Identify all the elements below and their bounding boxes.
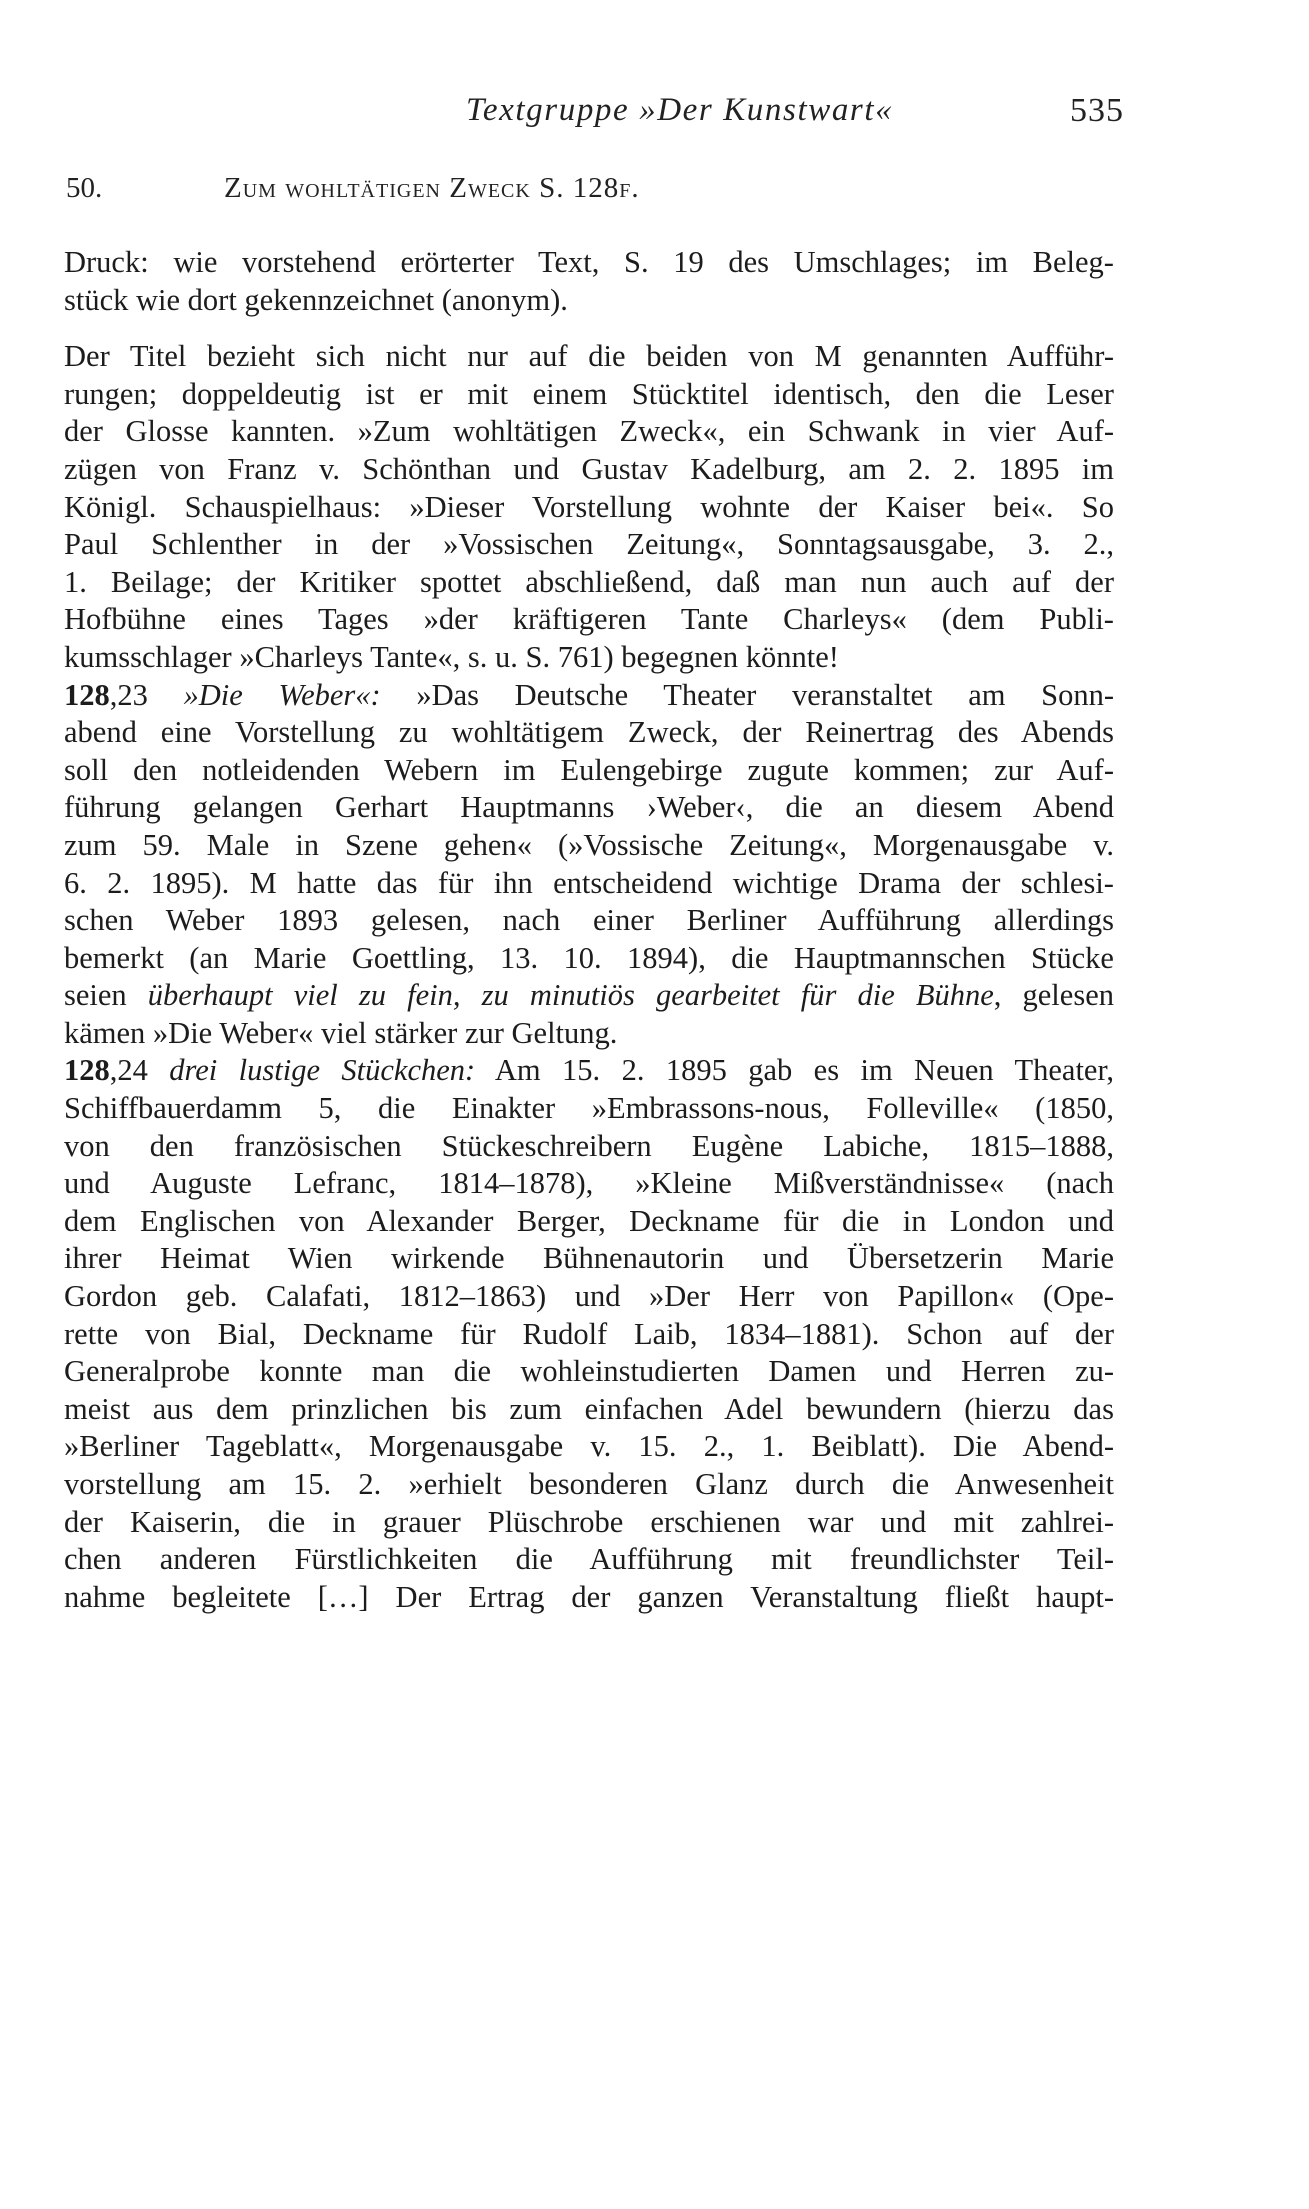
text-line: »Berliner Tageblatt«, Morgenausgabe v. 15. 2., 1. Beiblatt). Die Abend- — [64, 1429, 1115, 1464]
text-line: zügen von Franz v. Schönthan und Gustav Kadelburg, am 2. 2. 1895 im — [64, 451, 1114, 486]
title-note-paragraph — [64, 338, 1114, 676]
print-note-paragraph — [64, 244, 1114, 319]
line-reference: 128 — [64, 677, 110, 712]
text-line: schen Weber 1893 gelesen, nach einer Berliner Aufführung allerdings — [64, 903, 1115, 938]
running-title: Textgruppe »Der Kunstwart« — [466, 92, 894, 128]
text-line: stück wie dort gekennzeichnet (anonym). — [64, 282, 568, 317]
page-number: 535 — [1070, 92, 1124, 129]
text-line: dem Englischen von Alexander Berger, Deckname für die in London und — [64, 1203, 1114, 1238]
entry-number: 50. — [66, 172, 103, 204]
line-reference-sub: ,24 — [109, 1053, 148, 1088]
text-line: rungen; doppeldeutig ist er mit einem Stücktitel identisch, den die Leser — [64, 376, 1114, 411]
text-line: Der Titel bezieht sich nicht nur auf die beiden von M genannten Aufführ- — [64, 339, 1115, 374]
text-line: vorstellung am 15. 2. »erhielt besonderen Glanz durch die Anwesenheit — [64, 1467, 1115, 1501]
lemma-note-stueckchen — [64, 1052, 1114, 1616]
text-line: führung gelangen Gerhart Hauptmanns ›Weber‹, die an diesem Abend — [64, 790, 1115, 825]
lemma-note-weber — [64, 677, 1114, 1053]
text-line: 1. Beilage; der Kritiker spottet abschließend, daß man nun auch auf der — [64, 564, 1114, 599]
lemma: drei lustige Stückchen: — [169, 1053, 476, 1088]
text-line: kumsschlager »Charleys Tante«, s. u. S. 761) begegnen könnte! — [64, 639, 839, 674]
text-line: nahme begleitete […] Der Ertrag der ganzen Veranstaltung fließt haupt- — [64, 1579, 1115, 1614]
text-line: Druck: wie vorstehend erörterter Text, S. 19 des Umschlages; im Beleg- — [64, 245, 1114, 279]
text-line: chen anderen Fürstlichkeiten die Aufführung mit freundlichster Teil- — [64, 1542, 1115, 1577]
text-run: Am 15. 2. 1895 gab es im Neuen Theater, — [475, 1053, 1115, 1088]
text-line: ihrer Heimat Wien wirkende Bühnenautorin und Übersetzerin Marie — [64, 1241, 1115, 1276]
text-line: rette von Bial, Deckname für Rudolf Laib, 1834–1881). Schon auf der — [64, 1316, 1115, 1351]
text-line: 6. 2. 1895). M hatte das für ihn entscheidend wichtige Drama der schlesi- — [64, 865, 1114, 900]
text-run: , gelesen — [993, 978, 1114, 1013]
text-line: Generalprobe konnte man die wohleinstudierten Damen und Herren zu- — [64, 1354, 1115, 1389]
text-line: Schiffbauerdamm 5, die Einakter »Embrassons-nous, Folleville« (1850, — [64, 1091, 1114, 1126]
text-line: Paul Schlenther in der »Vossischen Zeitung«, Sonntagsausgabe, 3. 2., — [64, 527, 1115, 562]
text-line: der Kaiserin, die in grauer Plüschrobe erschienen war und mit zahlrei- — [64, 1504, 1115, 1539]
text-line: zum 59. Male in Szene gehen« (»Vossische Zeitung«, Morgenausgabe v. — [64, 827, 1115, 862]
text-line: Königl. Schauspielhaus: »Dieser Vorstellung wohnte der Kaiser bei«. So — [64, 489, 1114, 524]
text-line: soll den notleidenden Webern im Eulengebirge zugute kommen; zur Auf- — [64, 752, 1114, 787]
text-run: seien — [64, 978, 148, 1013]
line-reference-sub: ,23 — [109, 677, 148, 712]
quotation-italic: überhaupt viel zu fein, zu minutiös gearbeitet für die Bühne — [147, 978, 994, 1013]
text-line: bemerkt (an Marie Goettling, 13. 10. 1894), die Hauptmannschen Stücke — [64, 940, 1114, 975]
text-line: meist aus dem prinzlichen bis zum einfachen Adel bewundern (hierzu das — [64, 1391, 1114, 1426]
commentary-body — [64, 244, 1114, 1616]
text-line: kämen »Die Weber« viel stärker zur Geltung. — [64, 1015, 618, 1050]
line-reference: 128 — [64, 1053, 110, 1088]
text-line: Hofbühne eines Tages »der kräftigeren Tante Charleys« (dem Publi- — [64, 602, 1114, 637]
text-line — [64, 1052, 1114, 1090]
entry-title: Zum wohltätigen Zweck S. 128f. — [224, 172, 640, 204]
text-line — [64, 977, 1114, 1015]
text-line — [64, 677, 1114, 715]
text-line: und Auguste Lefranc, 1814–1878), »Kleine Mißverständnisse« (nach — [64, 1166, 1114, 1201]
page-header — [0, 84, 1309, 134]
lemma: »Die Weber«: — [183, 677, 381, 712]
text-line: der Glosse kannten. »Zum wohltätigen Zweck«, ein Schwank in vier Auf- — [64, 414, 1115, 449]
text-line: Gordon geb. Calafati, 1812–1863) und »Der Herr von Papillon« (Ope- — [64, 1279, 1114, 1314]
text-run: »Das Deutsche Theater veranstaltet am Sonn- — [380, 677, 1114, 712]
text-line: abend eine Vorstellung zu wohltätigem Zweck, der Reinertrag des Abends — [64, 715, 1114, 750]
text-line: von den französischen Stückeschreibern Eugène Labiche, 1815–1888, — [64, 1128, 1114, 1163]
